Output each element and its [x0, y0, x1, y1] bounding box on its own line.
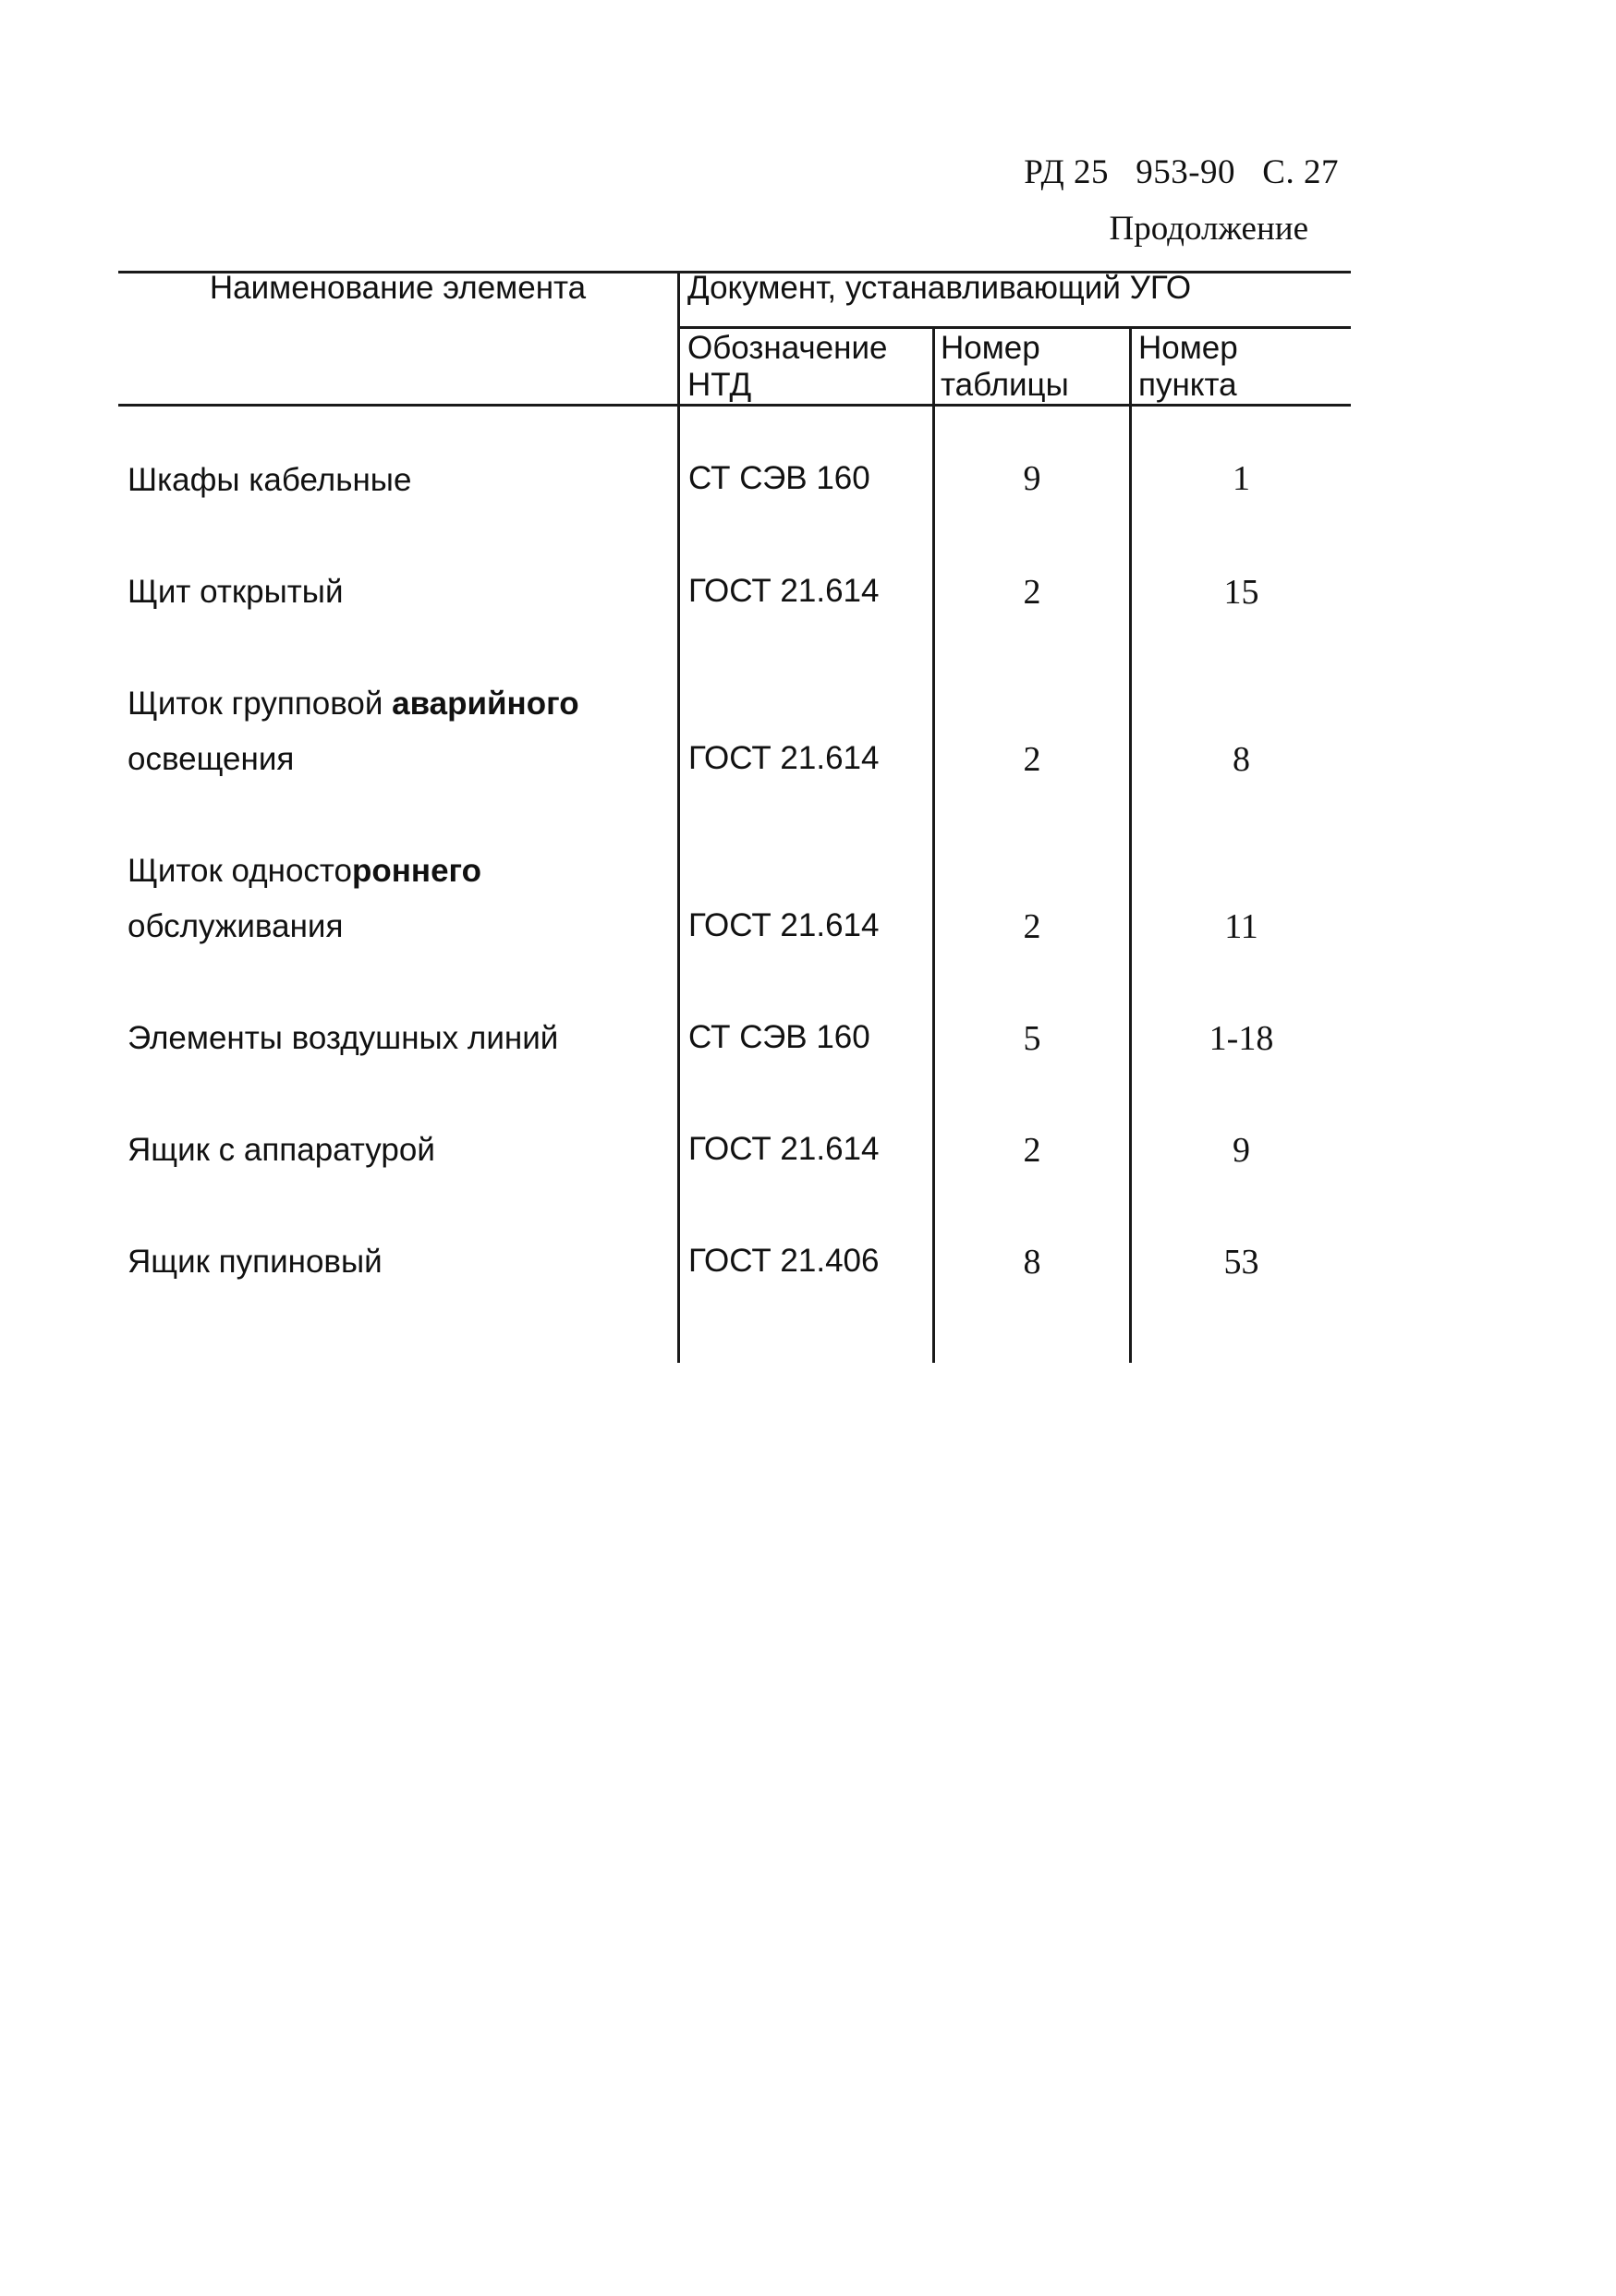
- header-table-number: Номер таблицы: [941, 330, 1069, 403]
- table-row-table-number: 8: [1023, 1243, 1041, 1282]
- table-row-item-number: 1: [1233, 459, 1250, 498]
- table-row-table-number: 2: [1023, 907, 1041, 946]
- continuation-label: Продолжение: [1109, 210, 1308, 248]
- table-row-table-number: 2: [1023, 1131, 1041, 1170]
- table-row-designation: ГОСТ 21.614: [688, 1131, 880, 1167]
- table-row-table-number: 5: [1023, 1019, 1041, 1058]
- table-row-table-number: 2: [1023, 740, 1041, 779]
- table-row-name: Шкафы кабельные: [128, 462, 412, 498]
- table-row-item-number: 8: [1233, 740, 1250, 779]
- table-row-name: Ящик пупиновый: [128, 1244, 383, 1280]
- table-row-name: Ящик с аппаратурой: [128, 1132, 435, 1168]
- table-row-item-number: 11: [1224, 907, 1258, 946]
- table-row-designation: ГОСТ 21.406: [688, 1243, 880, 1279]
- header-document-group: Документ, устанавливающий УГО: [687, 270, 1192, 306]
- table-row-table-number: 9: [1023, 459, 1041, 498]
- column-divider-1: [677, 271, 680, 1363]
- table-row-item-number: 1-18: [1209, 1019, 1274, 1058]
- table-row-table-number: 2: [1023, 573, 1041, 612]
- table-row-designation: СТ СЭВ 160: [688, 460, 870, 496]
- table-row-name: Щит открытый: [128, 574, 344, 610]
- table-row-name: Щиток групповой аварийного: [128, 686, 579, 722]
- header-item-number: Номер пункта: [1138, 330, 1238, 403]
- header-bottom-rule: [118, 404, 1351, 407]
- table-row-designation: ГОСТ 21.614: [688, 907, 880, 943]
- table-row-name: Щиток одностороннего: [128, 853, 482, 889]
- table-row-designation: СТ СЭВ 160: [688, 1019, 870, 1055]
- table-row-name-continued: освещения: [128, 741, 295, 777]
- table-row-name-continued: обслуживания: [128, 908, 344, 944]
- table-row-name: Элементы воздушных линий: [128, 1020, 559, 1056]
- page-header: РД 25 953-90 С. 27: [1024, 153, 1339, 191]
- group-header-rule: [679, 326, 1351, 329]
- table-row-designation: ГОСТ 21.614: [688, 740, 880, 776]
- table-row-item-number: 9: [1233, 1131, 1250, 1170]
- table-row-item-number: 53: [1223, 1243, 1259, 1282]
- table-row-item-number: 15: [1223, 573, 1259, 612]
- header-element-name: Наименование элемента: [209, 270, 587, 306]
- table-row-designation: ГОСТ 21.614: [688, 573, 880, 609]
- header-designation: Обозначение НТД: [687, 330, 888, 403]
